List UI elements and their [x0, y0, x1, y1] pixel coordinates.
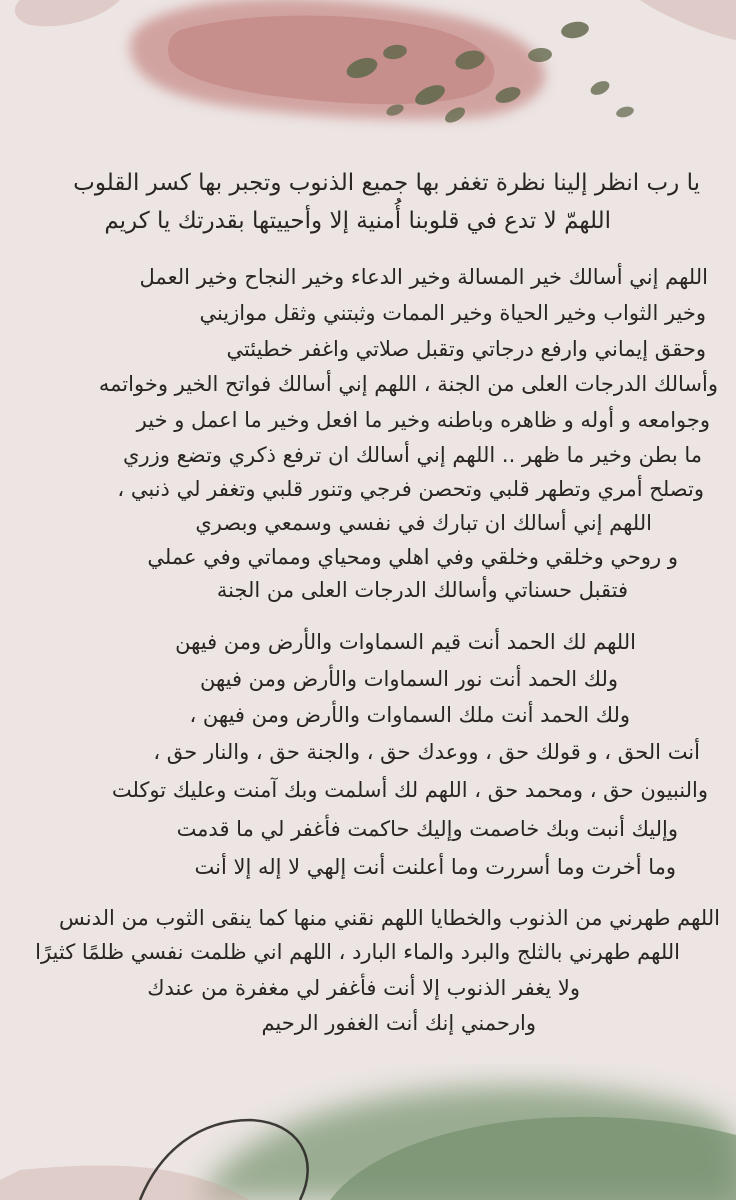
text-line: يا رب انظر إلينا نظرة تغفر بها جميع الذنوب وتجبر بها كسر القلوب	[73, 170, 700, 196]
text-line: وارحمني إنك أنت الغفور الرحيم	[261, 1011, 536, 1035]
text-line: وتصلح أمري وتطهر قلبي وتحصن فرجي وتنور قلبي وتغفر لي ذنبي ،	[117, 477, 704, 501]
text-line: وأسالك الدرجات العلى من الجنة ، اللهم إني أسالك فواتح الخير وخواتمه	[98, 372, 718, 396]
text-line: وحقق إيماني وارفع درجاتي وتقبل صلاتي واغفر خطيئتي	[226, 337, 706, 361]
text-line: والنبيون حق ، ومحمد حق ، اللهم لك أسلمت وبك آمنت وعليك توكلت	[111, 778, 708, 802]
text-line: اللهم لك الحمد أنت قيم السماوات والأرض ومن فيهن	[175, 630, 636, 654]
text-line: ولا يغفر الذنوب إلا أنت فأغفر لي مغفرة من عندك	[147, 976, 580, 1000]
text-line: ما بطن وخير ما ظهر .. اللهم إني أسالك ان ترفع ذكري وتضع وزري	[123, 443, 702, 467]
text-line: اللهم إني أسالك ان تبارك في نفسي وسمعي وبصري	[195, 511, 652, 535]
text-line: اللهم إني أسالك خير المسالة وخير الدعاء وخير النجاح وخير العمل	[139, 265, 708, 289]
text-line: وجوامعه و أوله و ظاهره وباطنه وخير ما افعل وخير ما اعمل و خير	[136, 408, 710, 432]
text-line: اللهم طهرني من الذنوب والخطايا اللهم نقني منها كما ينقى الثوب من الدنس	[59, 906, 720, 930]
text-line: ولك الحمد أنت ملك السماوات والأرض ومن فيهن ،	[189, 703, 630, 727]
text-line: وإليك أنبت وبك خاصمت وإليك حاكمت فأغفر لي ما قدمت	[176, 817, 678, 841]
text-line: و روحي وخلقي وخلقي وفي اهلي ومحياي ومماتي وفي عملي	[147, 545, 678, 569]
text-line: أنت الحق ، و قولك حق ، ووعدك حق ، والجنة حق ، والنار حق ،	[153, 740, 700, 764]
text-line: اللهمّ لا تدع في قلوبنا أُمنية إلا وأحييتها بقدرتك يا كريم	[104, 208, 611, 234]
text-line: ولك الحمد أنت نور السماوات والأرض ومن فيهن	[199, 667, 618, 691]
text-line: وخير الثواب وخير الحياة وخير الممات وثبتني وثقل موازيني	[199, 301, 706, 325]
text-line: اللهم طهرني بالثلج والبرد والماء البارد ، اللهم اني ظلمت نفسي ظلمًا كثيرًا	[35, 940, 680, 964]
text-line: وما أخرت وما أسررت وما أعلنت أنت إلهي لا إله إلا أنت	[194, 855, 676, 879]
text-line: فتقبل حسناتي وأسالك الدرجات العلى من الجنة	[216, 578, 628, 602]
